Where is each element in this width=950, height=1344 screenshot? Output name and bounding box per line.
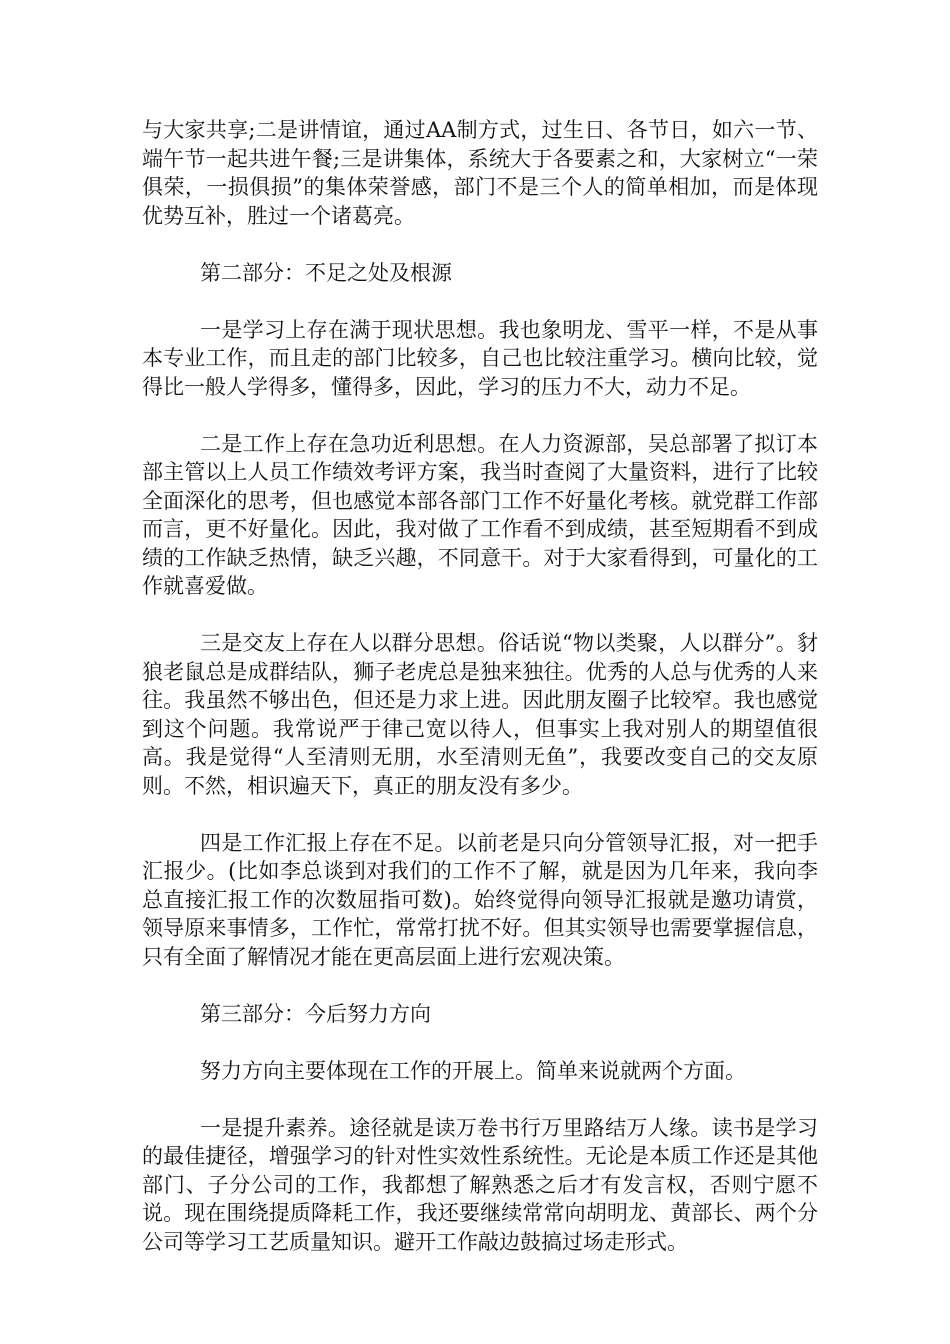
section-heading-shortcomings: 第二部分：不足之处及根源 [200,260,452,285]
paragraph-reporting: 四是工作汇报上存在不足。以前老是只向分管领导汇报，对一把手汇报少。(比如李总谈到对我们的工作不了解，就是因为几年来，我向李总直接汇报工作的次数屈指可数)。始终觉得向领导汇报就是邀功请赏，领导原来事情多，工作忙，常常打扰不好。但其实领导也需要掌握信息，只有全面了解情况才能在更高层面上进行宏观决策。 [142,830,818,969]
paragraph-learning: 一是学习上存在满于现状思想。我也象明龙、雪平一样，不是从事本专业工作，而且走的部门比较多，自己也比较注重学习。横向比较，觉得比一般人学得多，懂得多，因此，学习的压力不大，动力不足。 [142,317,818,399]
paragraph-improve-quality: 一是提升素养。途径就是读万卷书行万里路结万人缘。读书是学习的最佳捷径，增强学习的针对性实效性系统性。无论是本质工作还是其他部门、子分公司的工作，我都想了解熟悉之后才有发言权，否则宁愿不说。现在围绕提质降耗工作，我还要继续常常向胡明龙、黄部长、两个分公司等学习工艺质量知识。避开工作敲边鼓搞过场走形式。 [142,1115,818,1254]
paragraph-work-attitude: 二是工作上存在急功近利思想。在人力资源部，吴总部署了拟订本部主管以上人员工作绩效考评方案，我当时查阅了大量资料，进行了比较全面深化的思考，但也感觉本部各部门工作不好量化考核。就党群工作部而言，更不好量化。因此，我对做了工作看不到成绩，甚至短期看不到成绩的工作缺乏热情，缺乏兴趣，不同意干。对于大家看得到，可量化的工作就喜爱做。 [142,431,818,598]
paragraph-collective-spirit: 与大家共享;二是讲情谊，通过AA制方式，过生日、各节日，如六一节、端午节一起共进午餐;三是讲集体，系统大于各要素之和，大家树立“一荣俱荣，一损俱损”的集体荣誉感，部门不是三个人的简单相加，而是体现优势互补，胜过一个诸葛亮。 [142,118,818,228]
paragraph-friendship: 三是交友上存在人以群分思想。俗话说“物以类聚，人以群分”。豺狼老鼠总是成群结队，狮子老虎总是独来独往。优秀的人总与优秀的人来往。我虽然不够出色，但还是力求上进。因此朋友圈子比较窄。我也感觉到这个问题。我常说严于律己宽以待人，但事实上我对别人的期望值很高。我是觉得“人至清则无朋，水至清则无鱼”，我要改变自己的交友原则。不然，相识遍天下，真正的朋友没有多少。 [142,631,818,798]
document-page [142,116,818,1285]
paragraph-direction-summary: 努力方向主要体现在工作的开展上。简单来说就两个方面。 [200,1058,746,1083]
section-heading-future-direction: 第三部分：今后努力方向 [200,1001,431,1026]
